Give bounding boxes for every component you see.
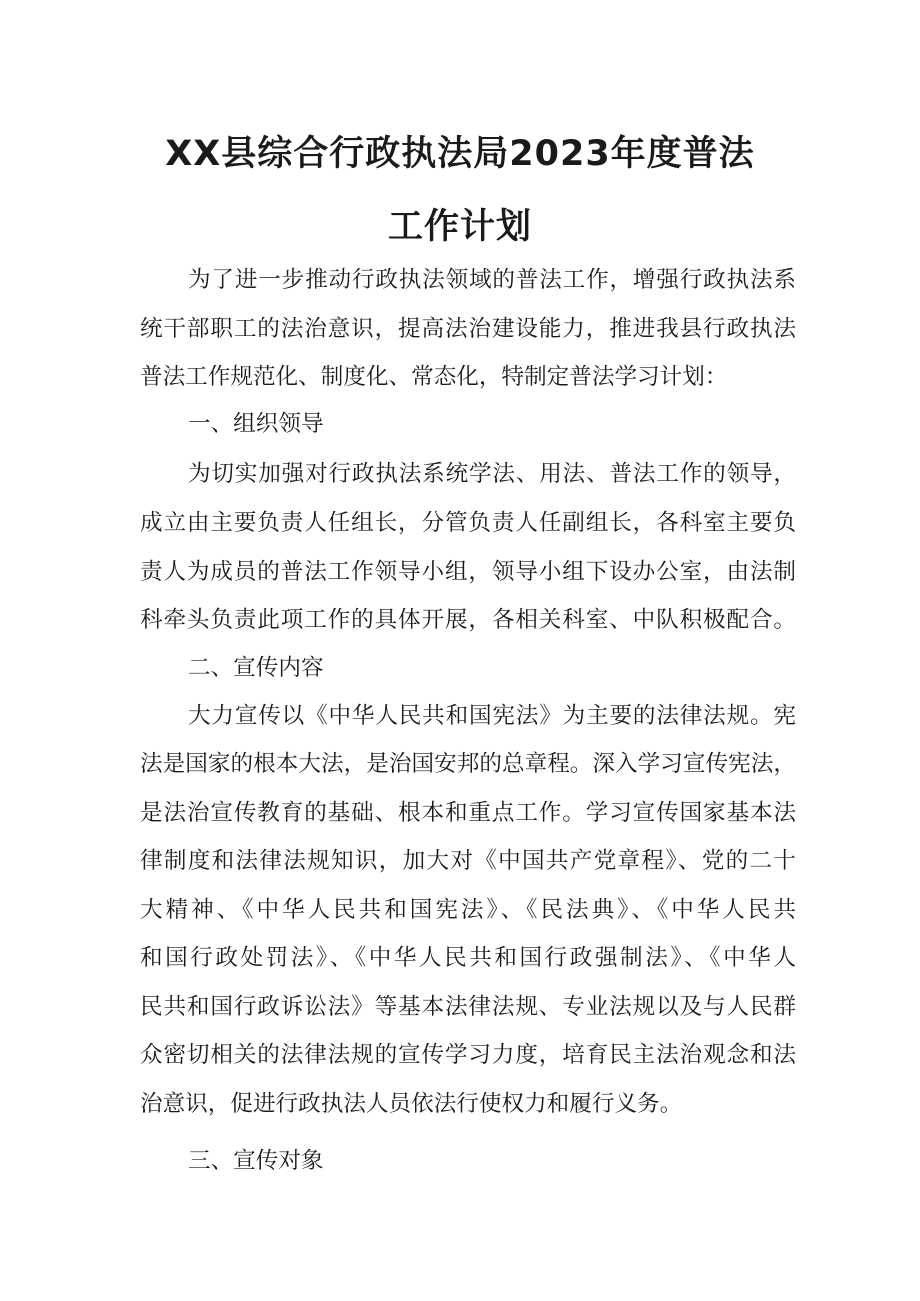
section-2-line-5: 大精神、《中华人民共和国宪法》、《民法典》、《中华人民共	[140, 897, 796, 923]
section-1-line-1: 为切实加强对行政执法系统学法、用法、普法工作的领导，	[188, 461, 796, 487]
section-2-line-7: 民共和国行政诉讼法》等基本法律法规、专业法规以及与人民群	[140, 994, 796, 1020]
section-1-line-4: 科牵头负责此项工作的具体开展，各相关科室、中队积极配合。	[140, 607, 796, 633]
section-2-heading: 二、宣传内容	[188, 655, 324, 681]
section-2-line-3: 是法治宣传教育的基础、根本和重点工作。学习宣传国家基本法	[140, 800, 796, 826]
section-1-heading: 一、组织领导	[188, 411, 324, 437]
section-2-line-1: 大力宣传以《中华人民共和国宪法》为主要的法律法规。宪	[188, 703, 796, 729]
section-1-line-3: 责人为成员的普法工作领导小组，领导小组下设办公室，由法制	[140, 559, 796, 585]
section-2-line-8: 众密切相关的法律法规的宣传学习力度，培育民主法治观念和法	[140, 1042, 796, 1068]
section-2-line-6: 和国行政处罚法》、《中华人民共和国行政强制法》、《中华人	[140, 945, 796, 971]
intro-line-3: 普法工作规范化、制度化、常态化，特制定普法学习计划：	[140, 364, 728, 390]
section-3-heading: 三、宣传对象	[188, 1148, 324, 1174]
section-1-line-2: 成立由主要负责人任组长，分管负责人任副组长，各科室主要负	[140, 510, 796, 536]
document-title-line-2: 工作计划	[387, 207, 532, 247]
section-2-line-2: 法是国家的根本大法，是治国安邦的总章程。深入学习宣传宪法，	[140, 751, 796, 777]
section-2-line-4: 律制度和法律法规知识，加大对《中国共产党章程》、党的二十	[140, 848, 796, 874]
intro-line-1: 为了进一步推动行政执法领域的普法工作，增强行政执法系	[188, 267, 796, 293]
section-2-line-9: 治意识，促进行政执法人员依法行使权力和履行义务。	[140, 1091, 683, 1117]
intro-line-2: 统干部职工的法治意识，提高法治建设能力，推进我县行政执法	[140, 316, 796, 342]
document-title-line-1: XX县综合行政执法局2023年度普法	[165, 134, 755, 174]
